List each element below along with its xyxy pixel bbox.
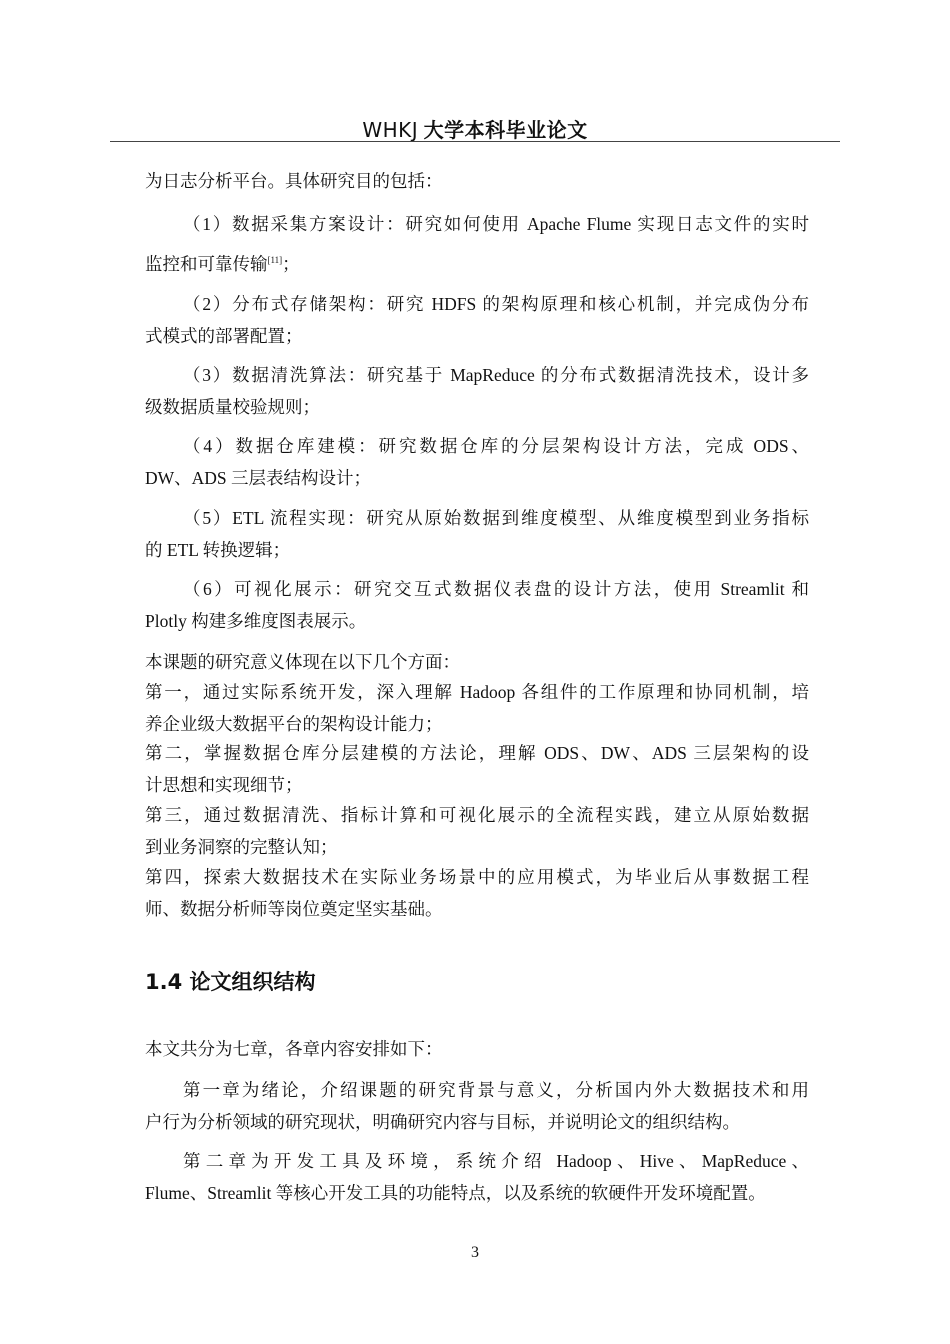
- text-line: 式模式的部署配置；: [145, 326, 303, 346]
- text-line: 级数据质量校验规则；: [145, 397, 320, 417]
- paragraph-line: 第二章为开发工具及环境，系统介绍 Hadoop、Hive、MapReduce、: [183, 1151, 809, 1171]
- text-line: [145, 740, 809, 765]
- text-line: [145, 679, 809, 704]
- text-line: [183, 576, 809, 601]
- text-line: 师、数据分析师等岗位奠定坚实基础。: [145, 899, 443, 919]
- text-line: [145, 802, 809, 827]
- paragraph-line: （6）可视化展示：研究交互式数据仪表盘的设计方法，使用 Streamlit 和: [183, 579, 809, 599]
- text-line: Plotly 构建多维度图表展示。: [145, 611, 367, 631]
- text-line: 本课题的研究意义体现在以下几个方面：: [145, 652, 460, 672]
- paragraph-line: 第一，通过实际系统开发，深入理解 Hadoop 各组件的工作原理和协同机制，培: [145, 682, 809, 702]
- text-line: [183, 1077, 809, 1102]
- section-heading: 1.4 论文组织结构: [145, 970, 316, 994]
- text-line: DW、ADS 三层表结构设计；: [145, 468, 372, 488]
- text-line: 户行为分析领域的研究现状，明确研究内容与目标，并说明论文的组织结构。: [145, 1112, 740, 1132]
- text-line: [145, 864, 809, 889]
- text-line: [145, 251, 300, 276]
- text-line: [183, 211, 809, 236]
- text-line: 到业务洞察的完整认知；: [145, 837, 338, 857]
- paragraph-line: 监控和可靠传输: [145, 254, 268, 274]
- paragraph-line: （3）数据清洗算法：研究基于 MapReduce 的分布式数据清洗技术，设计多: [183, 365, 809, 385]
- text-line: 的 ETL 转换逻辑；: [145, 540, 291, 560]
- text-line: 计思想和实现细节；: [145, 775, 303, 795]
- text-line: [183, 433, 809, 458]
- text-line: Flume、Streamlit 等核心开发工具的功能特点，以及系统的软硬件开发环境配置。: [145, 1183, 766, 1203]
- paragraph-line: 第四，探索大数据技术在实际业务场景中的应用模式，为毕业后从事数据工程: [145, 867, 809, 887]
- text-line: 本文共分为七章，各章内容安排如下：: [145, 1039, 443, 1059]
- paragraph-line: ；: [282, 254, 300, 274]
- header-prefix: WHKJ: [362, 118, 419, 142]
- text-line: [183, 505, 809, 530]
- paragraph-line: 第三，通过数据清洗、指标计算和可视化展示的全流程实践，建立从原始数据: [145, 805, 809, 825]
- paragraph-line: （1）数据采集方案设计：研究如何使用 Apache Flume 实现日志文件的实时: [183, 214, 809, 234]
- header-divider: [110, 141, 840, 142]
- paragraph-line: （4）数据仓库建模：研究数据仓库的分层架构设计方法，完成 ODS、: [183, 436, 809, 456]
- paragraph-line: （2）分布式存储架构：研究 HDFS 的架构原理和核心机制，并完成伪分布: [183, 294, 809, 314]
- citation-reference: [11]: [267, 255, 283, 266]
- paragraph-line: 第二，掌握数据仓库分层建模的方法论，理解 ODS、DW、ADS 三层架构的设: [145, 743, 809, 763]
- text-line: [183, 362, 809, 387]
- header-title: 大学本科毕业论文: [423, 120, 588, 142]
- text-line: 养企业级大数据平台的架构设计能力；: [145, 714, 443, 734]
- page-number: 3: [471, 1244, 479, 1261]
- paragraph-line: （5）ETL 流程实现：研究从原始数据到维度模型、从维度模型到业务指标: [183, 508, 809, 528]
- page-header: [110, 114, 840, 143]
- text-line: 为日志分析平台。具体研究目的包括：: [145, 171, 443, 191]
- text-line: [183, 291, 809, 316]
- paragraph-line: 第一章为绪论，介绍课题的研究背景与意义，分析国内外大数据技术和用: [183, 1080, 809, 1100]
- text-line: [183, 1148, 809, 1173]
